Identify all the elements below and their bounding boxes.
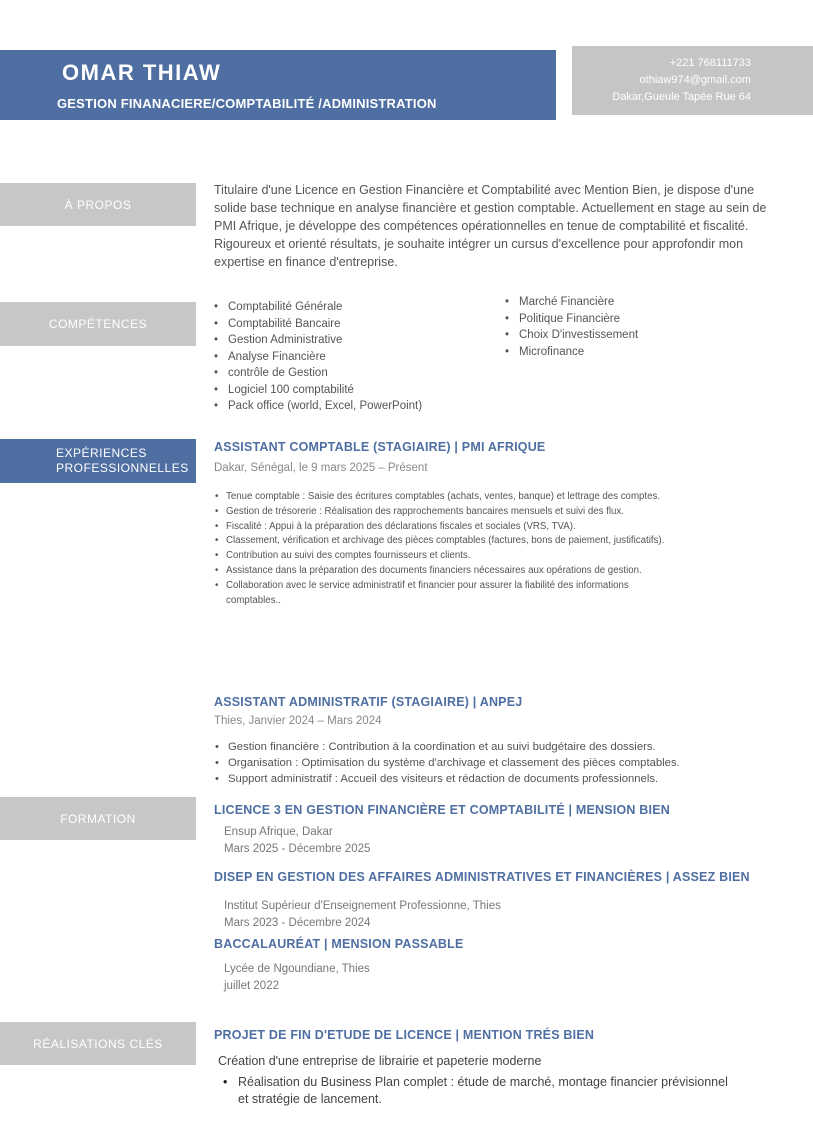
skill-item: • Microfinance bbox=[503, 344, 638, 361]
experience-bullet: • Gestion financière : Contribution à la coordination et au suivi budgétaire des dossiers. bbox=[214, 739, 680, 755]
skill-item: • Logiciel 100 comptabilité bbox=[212, 382, 422, 399]
education-school: Ensup Afrique, Dakar bbox=[224, 826, 333, 838]
experience-bullet: • Classement, vérification et archivage des pièces comptables (factures, bons de paiement, justificatifs). bbox=[214, 534, 680, 549]
about-text: Titulaire d'une Licence en Gestion Financière et Comptabilité avec Mention Bien, je dispose d'une solide base technique en analyse financière et gestion comptable. Actuellement en stage au sein de PMI Afrique, je développe des compétences opérationnelles en tenue de comptabilité et fiscalité. Rigoureux et orienté résultats, je souhaite intégrer un cursus d'excellence pour approfondir mon expertise en finance d'entreprise. bbox=[214, 183, 767, 269]
candidate-title: GESTION FINANACIERE/COMPTABILITÉ /ADMINISTRATION bbox=[57, 96, 437, 111]
skill-item: • Gestion Administrative bbox=[212, 332, 422, 349]
section-label-skills: COMPÉTENCES bbox=[0, 302, 196, 346]
achievement-intro: Création d'une entreprise de librairie et papeterie moderne bbox=[218, 1054, 542, 1068]
section-label-experience-line1: EXPÉRIENCES bbox=[56, 446, 147, 460]
experience-bullet: • Gestion de trésorerie : Réalisation des rapprochements bancaires mensuels et suivi des flux. bbox=[214, 505, 680, 520]
experience-bullet: • Collaboration avec le service administratif et financier pour assurer la fiabilité des informations comptables.. bbox=[214, 579, 680, 609]
section-label-education: FORMATION bbox=[0, 797, 196, 840]
contact-phone: +221 768111733 bbox=[669, 57, 751, 69]
education-title: DISEP EN GESTION DES AFFAIRES ADMINISTRATIVES ET FINANCIÈRES | ASSEZ BIEN bbox=[214, 870, 750, 884]
experience-bullet: • Contribution au suivi des comptes fournisseurs et clients. bbox=[214, 549, 680, 564]
section-label-experience bbox=[0, 439, 196, 483]
skill-item: • Marché Financière bbox=[503, 294, 638, 311]
experience-meta: Thies, Janvier 2024 – Mars 2024 bbox=[214, 715, 382, 727]
skill-item: • Comptabilité Générale bbox=[212, 299, 422, 316]
experience-bullets bbox=[214, 490, 680, 608]
candidate-name: OMAR THIAW bbox=[62, 60, 222, 85]
education-school: Lycée de Ngoundiane, Thies bbox=[224, 963, 370, 975]
skill-item: • Politique Financière bbox=[503, 311, 638, 328]
skill-item: • Comptabilité Bancaire bbox=[212, 316, 422, 333]
skill-item: • Choix D'investissement bbox=[503, 327, 638, 344]
skills-list-left bbox=[212, 299, 422, 415]
education-title: BACCALAURÉAT | MENSION PASSABLE bbox=[214, 937, 464, 951]
skills-list-right bbox=[503, 294, 638, 360]
education-title: LICENCE 3 EN GESTION FINANCIÈRE ET COMPTABILITÉ | MENSION BIEN bbox=[214, 803, 670, 817]
section-label-experience-line2: PROFESSIONNELLES bbox=[56, 461, 189, 475]
education-school: Institut Supérieur d'Enseignement Professionne, Thies bbox=[224, 900, 501, 912]
skill-item: • Analyse Financière bbox=[212, 349, 422, 366]
experience-bullets bbox=[214, 739, 680, 787]
skill-item: • Pack office (world, Excel, PowerPoint) bbox=[212, 398, 422, 415]
experience-bullet: • Fiscalité : Appui à la préparation des déclarations fiscales et sociales (VRS, TVA). bbox=[214, 520, 680, 535]
experience-bullet: • Organisation : Optimisation du système d'archivage et classement des pièces comptables. bbox=[214, 755, 680, 771]
education-dates: Mars 2025 - Décembre 2025 bbox=[224, 843, 371, 855]
achievement-title: PROJET DE FIN D'ETUDE DE LICENCE | MENTION TRÉS BIEN bbox=[214, 1028, 595, 1042]
contact-address: Dakar,Gueule Tapée Rue 64 bbox=[612, 91, 751, 103]
experience-bullet: • Assistance dans la préparation des documents financiers nécessaires aux opérations de gestion. bbox=[214, 564, 680, 579]
achievement-bullets bbox=[218, 1074, 738, 1108]
experience-meta: Dakar, Sénégal, le 9 mars 2025 – Présent bbox=[214, 462, 428, 474]
section-label-about: À PROPOS bbox=[0, 183, 196, 226]
section-label-achievements: RÉALISATIONS CLÉS bbox=[0, 1022, 196, 1065]
contact-email: othiaw974@gmail.com bbox=[639, 74, 751, 86]
education-dates: juillet 2022 bbox=[224, 980, 279, 992]
education-dates: Mars 2023 - Décembre 2024 bbox=[224, 917, 371, 929]
experience-title: ASSISTANT ADMINISTRATIF (STAGIAIRE) | ANPEJ bbox=[214, 695, 523, 709]
experience-bullet: • Tenue comptable : Saisie des écritures comptables (achats, ventes, banque) et lettrage des comptes. bbox=[214, 490, 680, 505]
achievement-bullet: • Réalisation du Business Plan complet : étude de marché, montage financier prévisionnel et stratégie de lancement. bbox=[218, 1074, 738, 1108]
experience-title: ASSISTANT COMPTABLE (STAGIAIRE) | PMI AFRIQUE bbox=[214, 440, 546, 454]
skill-item: • contrôle de Gestion bbox=[212, 365, 422, 382]
experience-bullet: • Support administratif : Accueil des visiteurs et rédaction de documents professionnels. bbox=[214, 771, 680, 787]
